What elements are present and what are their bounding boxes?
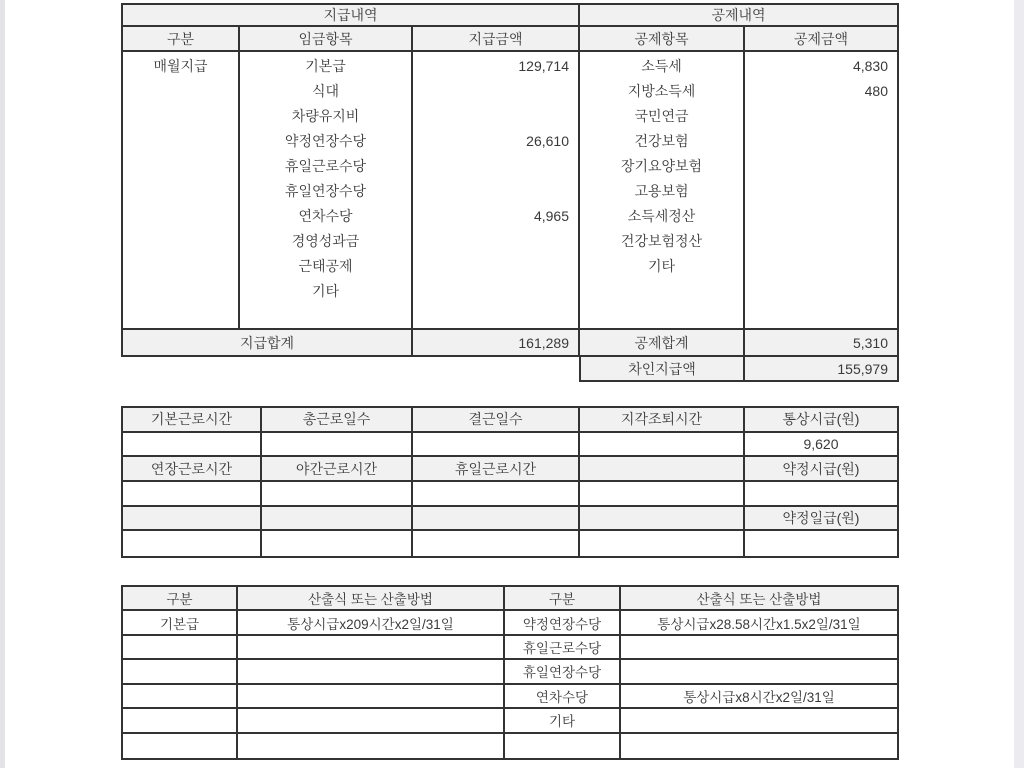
formula-item [123, 636, 238, 660]
formula-table [121, 585, 899, 760]
formula-text [238, 660, 505, 684]
formula-header-method-left: 산출식 또는 산출방법 [238, 587, 505, 611]
wage-item-amount [413, 178, 578, 203]
deduction-item-amount [745, 178, 897, 203]
deduction-section-title: 공제내역 [580, 5, 897, 27]
deduction-item-label: 건강보험 [634, 132, 689, 149]
wage-item-label: 식대 [311, 82, 340, 99]
formula-text [238, 709, 505, 733]
formula-text [621, 709, 897, 733]
wage-amount-list [413, 52, 580, 330]
formula-header-method-right: 산출식 또는 산출방법 [621, 587, 897, 611]
empty-cell [262, 433, 413, 458]
deduction-total-amount: 5,310 [745, 330, 897, 355]
deduction-item-label: 건강보험정산 [620, 232, 703, 249]
formula-header-category-right: 구분 [505, 587, 621, 611]
header-total-work-days: 총근로일수 [262, 408, 413, 433]
empty-cell [123, 433, 262, 458]
empty-cell [413, 507, 580, 532]
formula-text: 통상시급x28.58시간x1.5x2일/31일 [621, 611, 897, 635]
deduction-item-amount [745, 128, 897, 153]
header-contract-hourly-wage: 약정시급(원) [745, 457, 897, 482]
empty-cell [262, 507, 413, 532]
empty-cell [413, 482, 580, 507]
empty-cell [262, 531, 413, 556]
header-basic-hours: 기본근로시간 [123, 408, 262, 433]
deduction-item-label: 국민연금 [634, 107, 689, 124]
payments-deductions-table [121, 3, 899, 357]
deduction-total-label: 공제합계 [580, 330, 745, 355]
empty-cell [745, 482, 897, 507]
wage-item-amount: 26,610 [526, 132, 569, 149]
formula-item: 기본급 [123, 611, 238, 635]
wage-item-label: 기타 [311, 282, 340, 299]
deduction-item-amount [745, 228, 897, 253]
empty-cell [262, 482, 413, 507]
formula-item: 약정연장수당 [505, 611, 621, 635]
empty-cell [580, 531, 745, 556]
wage-item-label: 연차수당 [298, 207, 353, 224]
deduction-item-amount: 4,830 [852, 57, 888, 74]
net-pay-row [579, 355, 899, 382]
net-pay-label: 차인지급액 [581, 357, 745, 380]
wage-item-amount [413, 153, 578, 178]
wage-item-label: 근태공제 [298, 257, 353, 274]
header-absence-days: 결근일수 [413, 408, 580, 433]
deduction-item-amount [745, 103, 897, 128]
wage-item-amount: 4,965 [533, 207, 569, 224]
column-header-deduction-item: 공제항목 [580, 27, 745, 52]
column-header-pay-amount: 지급금액 [413, 27, 580, 52]
wage-item-label: 휴일연장수당 [284, 182, 367, 199]
formula-item [123, 734, 238, 758]
formula-item [123, 709, 238, 733]
formula-text [238, 734, 505, 758]
deduction-item-label: 지방소득세 [627, 82, 696, 99]
header-overtime-hours: 연장근로시간 [123, 457, 262, 482]
wage-item-label: 기본급 [305, 57, 346, 74]
empty-cell [580, 457, 745, 482]
category-cell [123, 52, 240, 330]
wage-item-amount [413, 253, 578, 278]
deduction-item-label: 소득세 [641, 57, 682, 74]
deduction-item-amount [745, 203, 897, 228]
wage-item-amount: 129,714 [518, 57, 569, 74]
formula-item [123, 685, 238, 709]
formula-text [621, 734, 897, 758]
wage-item-label: 차량유지비 [291, 107, 360, 124]
empty-cell [123, 482, 262, 507]
header-holiday-hours: 휴일근로시간 [413, 457, 580, 482]
empty-cell [580, 482, 745, 507]
payment-total-amount: 161,289 [413, 330, 580, 355]
work-hours-table [121, 406, 899, 558]
header-contract-daily-wage: 약정일급(원) [745, 507, 897, 532]
deduction-item-label: 고용보험 [634, 182, 689, 199]
header-late-early-hours: 지각조퇴시간 [580, 408, 745, 433]
deduction-item-label: 기타 [647, 257, 676, 274]
empty-cell [123, 531, 262, 556]
payment-section-title: 지급내역 [123, 5, 580, 27]
net-pay-amount: 155,979 [837, 360, 888, 377]
empty-cell [413, 433, 580, 458]
formula-text [238, 685, 505, 709]
deduction-item-amount [745, 253, 897, 278]
empty-cell [123, 507, 262, 532]
deduction-item-amount: 480 [864, 82, 888, 99]
wage-item-amount [413, 103, 578, 128]
deduction-item-label: 소득세정산 [627, 207, 696, 224]
deduction-item-list [580, 52, 745, 330]
empty-cell [745, 531, 897, 556]
wage-item-label: 휴일근로수당 [284, 157, 367, 174]
page-edge-left [0, 0, 5, 768]
formula-text: 통상시급x209시간x2일/31일 [238, 611, 505, 635]
formula-item: 연차수당 [505, 685, 621, 709]
formula-header-category-left: 구분 [123, 587, 238, 611]
formula-item: 기타 [505, 709, 621, 733]
empty-cell [580, 507, 745, 532]
formula-item: 휴일근로수당 [505, 636, 621, 660]
column-header-deduction-amount: 공제금액 [745, 27, 897, 52]
deduction-item-amount [745, 153, 897, 178]
header-ordinary-hourly-wage: 통상시급(원) [745, 408, 897, 433]
formula-item: 휴일연장수당 [505, 660, 621, 684]
wage-item-label: 약정연장수당 [284, 132, 367, 149]
wage-item-label: 경영성과금 [291, 232, 360, 249]
header-night-hours: 야간근로시간 [262, 457, 413, 482]
wage-item-amount [413, 278, 578, 303]
formula-text: 통상시급x8시간x2일/31일 [621, 685, 897, 709]
empty-cell [580, 433, 745, 458]
formula-item [505, 734, 621, 758]
formula-item [123, 660, 238, 684]
deduction-item-label: 장기요양보험 [620, 157, 703, 174]
formula-text [621, 660, 897, 684]
page-edge-right [1014, 0, 1024, 768]
wage-item-list [240, 52, 413, 330]
payment-total-label: 지급합계 [123, 330, 413, 355]
deduction-amount-list [745, 52, 897, 330]
category-value: 매월지급 [153, 57, 208, 74]
empty-cell [413, 531, 580, 556]
wage-item-amount [413, 78, 578, 103]
column-header-wage-item: 임금항목 [240, 27, 413, 52]
ordinary-hourly-wage-value: 9,620 [745, 433, 897, 458]
formula-text [621, 636, 897, 660]
wage-item-amount [413, 228, 578, 253]
column-header-category: 구분 [123, 27, 240, 52]
formula-text [238, 636, 505, 660]
